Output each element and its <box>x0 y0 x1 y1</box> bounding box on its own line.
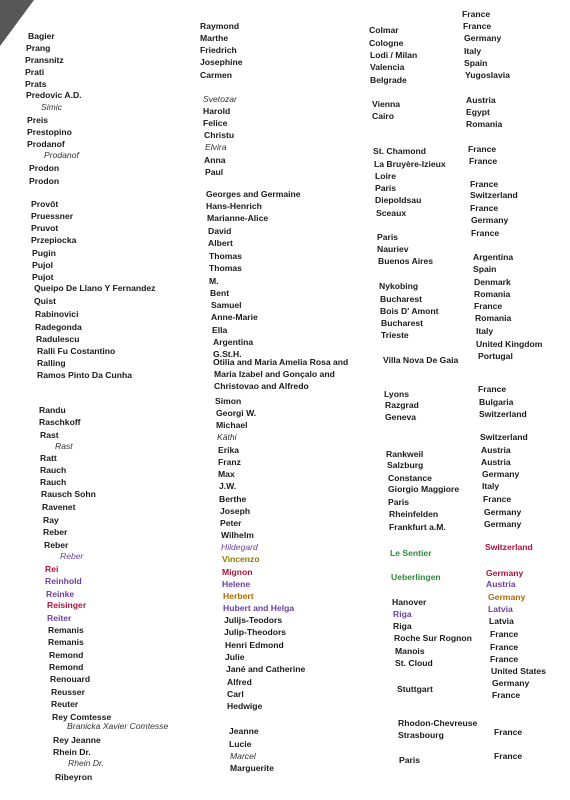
country-entry: Yugoslavia <box>465 70 510 80</box>
city-entry: Hanover <box>392 597 427 607</box>
city-entry: Colmar <box>369 25 399 35</box>
city-entry: Lyons <box>384 389 409 399</box>
given-name-entry: Albert <box>208 238 233 248</box>
country-entry: France <box>483 494 512 504</box>
city-entry: Giorgio Maggiore <box>388 484 460 494</box>
given-name-entry: Maria Izabel and Gonçalo and <box>214 369 335 379</box>
country-entry: Romania <box>475 313 512 323</box>
surname-entry: Reber <box>43 527 68 537</box>
city-entry: Constance <box>388 473 432 483</box>
country-entry: Romania <box>466 119 503 129</box>
city-entry: Belgrade <box>370 75 407 85</box>
city-entry: St. Cloud <box>395 658 433 668</box>
country-entry: France <box>490 642 519 652</box>
country-entry: United Kingdom <box>476 339 543 349</box>
surname-entry: Prati <box>25 67 45 77</box>
given-name-entry: Raymond <box>200 21 240 31</box>
surname-entry: Pujol <box>32 260 54 270</box>
surname-entry: Remond <box>49 662 84 672</box>
surname-entry: Rhein Dr. <box>68 758 104 768</box>
given-name-entry: Jeanne <box>229 726 259 736</box>
country-entry: Austria <box>481 457 511 467</box>
given-name-entry: Julijs-Teodors <box>224 615 283 625</box>
country-entry: France <box>490 629 519 639</box>
city-entry: Geneva <box>385 412 417 422</box>
city-entry: Loire <box>375 171 397 181</box>
given-name-entry: Lucie <box>229 739 252 749</box>
surname-entry: Pransnitz <box>25 55 64 65</box>
city-entry: Paris <box>375 183 397 193</box>
city-entry: Nykobing <box>379 281 419 291</box>
country-entry: France <box>490 654 519 664</box>
city-entry: Manois <box>395 646 425 656</box>
country-entry: France <box>478 384 507 394</box>
city-entry: Diepoldsau <box>375 195 422 205</box>
country-entry: Switzerland <box>480 432 528 442</box>
country-entry: France <box>469 156 498 166</box>
given-name-entry: Peter <box>220 518 242 528</box>
given-name-entry: Svetozar <box>203 94 237 104</box>
surname-entry: Rauch <box>40 465 67 475</box>
city-entry: Rheinfelden <box>389 509 439 519</box>
given-name-entry: Berthe <box>219 494 247 504</box>
given-name-entry: Harold <box>203 106 231 116</box>
given-name-entry: Christovao and Alfredo <box>214 381 309 391</box>
city-entry: Bucharest <box>380 294 423 304</box>
country-entry: France <box>470 203 499 213</box>
surname-entry: Radulescu <box>36 334 80 344</box>
city-entry: St. Chamond <box>373 146 426 156</box>
given-name-entry: G.St.H. <box>213 349 242 359</box>
country-entry: Austria <box>481 445 511 455</box>
given-name-entry: Michael <box>216 420 248 430</box>
given-name-entry: Hildegard <box>221 542 258 552</box>
country-entry: Denmark <box>474 277 511 287</box>
city-entry: Cairo <box>372 111 394 121</box>
country-entry: France <box>468 144 497 154</box>
city-entry: Le Sentier <box>390 548 432 558</box>
given-name-entry: Otilia and Maria Amelia Rosa and <box>213 357 349 367</box>
city-entry: Stuttgart <box>397 684 433 694</box>
city-entry: Rhodon-Chevreuse <box>398 718 478 728</box>
country-entry: Switzerland <box>485 542 533 552</box>
surname-entry: Przepiocka <box>31 235 77 245</box>
country-entry: Italy <box>464 46 482 56</box>
surname-entry: Renouard <box>50 674 91 684</box>
city-entry: Sceaux <box>376 208 407 218</box>
country-entry: Germany <box>464 33 502 43</box>
surname-entry: Radegonda <box>35 322 82 332</box>
surname-entry: Rey Comtesse <box>52 712 112 722</box>
surname-entry: Rei <box>45 564 59 574</box>
given-name-entry: Helene <box>222 579 251 589</box>
country-entry: Romania <box>474 289 511 299</box>
country-entry: France <box>462 9 491 19</box>
surname-entry: Remond <box>49 650 84 660</box>
city-entry: Cologne <box>369 38 404 48</box>
surname-entry: Rabinovici <box>35 309 79 319</box>
surname-entry: Reber <box>44 540 69 550</box>
city-entry: La Bruyère-Izieux <box>374 159 446 169</box>
country-entry: Bulgaria <box>479 397 514 407</box>
country-entry: France <box>463 21 492 31</box>
city-entry: Lodi / Milan <box>370 50 418 60</box>
country-entry: Italy <box>482 481 500 491</box>
given-name-entry: Anne-Marie <box>211 312 258 322</box>
country-entry: Germany <box>484 519 522 529</box>
city-entry: Bois D' Amont <box>380 306 439 316</box>
surname-entry: Reisinger <box>47 600 87 610</box>
country-entry: France <box>494 751 523 761</box>
city-entry: Razgrad <box>385 400 419 410</box>
city-entry: Paris <box>399 755 421 765</box>
given-name-entry: Felice <box>203 118 228 128</box>
surname-entry: Rhein Dr. <box>53 747 91 757</box>
surname-entry: Pruvot <box>31 223 59 233</box>
city-entry: Rankweil <box>386 449 424 459</box>
given-name-entry: Friedrich <box>200 45 237 55</box>
city-entry: Paris <box>377 232 399 242</box>
given-name-entry: Jané and Catherine <box>226 664 306 674</box>
given-name-entry: Max <box>218 469 235 479</box>
city-entry: Riga <box>393 621 412 631</box>
city-entry: Buenos Aires <box>378 256 434 266</box>
given-name-entry: Herbert <box>223 591 254 601</box>
given-name-entry: Hedwige <box>227 701 263 711</box>
country-entry: Switzerland <box>479 409 527 419</box>
given-name-entry: Thomas <box>209 251 242 261</box>
given-name-entry: Bent <box>210 288 230 298</box>
country-entry: Egypt <box>466 107 490 117</box>
surname-entry: Reber <box>60 551 84 561</box>
city-entry: Paris <box>388 497 410 507</box>
surname-entry: Reinke <box>46 589 75 599</box>
given-name-entry: Henri Edmond <box>225 640 284 650</box>
given-name-entry: Paul <box>205 167 224 177</box>
city-entry: Valencia <box>370 62 405 72</box>
given-name-entry: Erika <box>218 445 240 455</box>
given-name-entry: Franz <box>218 457 241 467</box>
given-name-entry: Mignon <box>222 567 253 577</box>
country-entry: Germany <box>486 568 524 578</box>
city-entry: Roche Sur Rognon <box>394 633 472 643</box>
country-entry: Switzerland <box>470 190 518 200</box>
given-name-entry: Argentina <box>213 337 254 347</box>
city-entry: Nauriev <box>377 244 409 254</box>
given-name-entry: Ella <box>212 325 228 335</box>
given-name-entry: Marthe <box>200 33 229 43</box>
surname-entry: Prodanof <box>27 139 65 149</box>
surname-entry: Ralli Fu Costantino <box>37 346 116 356</box>
country-entry: Argentina <box>473 252 514 262</box>
country-entry: Germany <box>482 469 520 479</box>
country-entry: Germany <box>488 592 526 602</box>
given-name-entry: Anna <box>204 155 226 165</box>
country-entry: Austria <box>486 579 516 589</box>
given-name-entry: David <box>208 226 232 236</box>
given-name-entry: Georges and Germaine <box>206 189 301 199</box>
given-name-entry: M. <box>209 276 219 286</box>
surname-entry: Rast <box>55 441 73 451</box>
given-name-entry: Georgi W. <box>216 408 257 418</box>
given-name-entry: Josephine <box>200 57 243 67</box>
surname-entry: Raschkoff <box>39 417 81 427</box>
given-name-entry: Carl <box>227 689 244 699</box>
given-name-entry: Carmen <box>200 70 232 80</box>
given-name-entry: Marcel <box>230 751 256 761</box>
given-name-entry: Vincenzo <box>222 554 260 564</box>
surname-entry: Reinhold <box>45 576 82 586</box>
country-entry: France <box>492 690 521 700</box>
city-entry: Strasbourg <box>398 730 444 740</box>
surname-entry: Ravenet <box>42 502 76 512</box>
surname-entry: Ray <box>43 515 59 525</box>
city-entry: Ueberlingen <box>391 572 441 582</box>
surname-entry: Predovic A.D. <box>26 90 82 100</box>
surname-entry: Remanis <box>48 637 84 647</box>
surname-entry: Reiter <box>47 613 72 623</box>
given-name-entry: Thomas <box>209 263 242 273</box>
given-name-entry: Julip-Theodors <box>224 627 287 637</box>
surname-entry: Prodon <box>29 176 60 186</box>
city-entry: Vienna <box>372 99 401 109</box>
surname-entry: Prodanof <box>44 150 79 160</box>
surname-entry: Simic <box>41 102 63 112</box>
city-entry: Riga <box>393 609 412 619</box>
country-entry: Latvia <box>488 604 513 614</box>
city-entry: Bucharest <box>381 318 424 328</box>
surname-entry: Pugin <box>32 248 56 258</box>
given-name-entry: Käthi <box>217 432 237 442</box>
given-name-entry: Simon <box>215 396 242 406</box>
surname-entry: Queipo De Llano Y Fernandez <box>34 283 156 293</box>
city-entry: Salzburg <box>387 460 424 470</box>
given-name-entry: J.W. <box>219 481 237 491</box>
surname-entry: Reusser <box>51 687 85 697</box>
surname-entry: Ramos Pinto Da Cunha <box>37 370 133 380</box>
surname-entry: Bagier <box>28 31 55 41</box>
given-name-entry: Hubert and Helga <box>223 603 295 613</box>
city-entry: Trieste <box>381 330 409 340</box>
surname-entry: Reuter <box>51 699 79 709</box>
given-name-entry: Christu <box>204 130 235 140</box>
surname-entry: Quist <box>34 296 56 306</box>
surname-entry: Randu <box>39 405 66 415</box>
surname-entry: Rauch <box>40 477 67 487</box>
country-entry: Germany <box>471 215 509 225</box>
surname-entry: Pruessner <box>31 211 74 221</box>
country-entry: Spain <box>464 58 488 68</box>
given-name-entry: Joseph <box>220 506 251 516</box>
surname-entry: Rast <box>40 430 59 440</box>
surname-entry: Rey Jeanne <box>53 735 101 745</box>
given-name-entry: Elvira <box>205 142 227 152</box>
country-entry: France <box>470 179 499 189</box>
given-name-entry: Samuel <box>211 300 242 310</box>
country-entry: Austria <box>466 95 496 105</box>
given-name-entry: Hans-Henrich <box>206 201 262 211</box>
surname-entry: Preis <box>27 115 49 125</box>
given-name-entry: Marguerite <box>230 763 274 773</box>
country-entry: United States <box>491 666 546 676</box>
country-entry: France <box>471 228 500 238</box>
surname-entry: Prang <box>26 43 51 53</box>
given-name-entry: Marianne-Alice <box>207 213 269 223</box>
given-name-entry: Julie <box>225 652 245 662</box>
country-entry: Italy <box>476 326 494 336</box>
country-entry: Germany <box>484 507 522 517</box>
surname-entry: Prats <box>25 79 47 89</box>
surname-entry: Prestopino <box>27 127 72 137</box>
country-entry: France <box>494 727 523 737</box>
country-entry: Germany <box>492 678 530 688</box>
surname-entry: Branicka Xavier Comtesse <box>67 721 169 731</box>
surname-entry: Remanis <box>48 625 84 635</box>
country-entry: Latvia <box>489 616 514 626</box>
surname-entry: Ratt <box>40 453 57 463</box>
city-entry: Villa Nova De Gaia <box>383 355 459 365</box>
surname-entry: Ralling <box>37 358 66 368</box>
surname-entry: Pujot <box>32 272 54 282</box>
given-name-entry: Alfred <box>227 677 252 687</box>
country-entry: France <box>474 301 503 311</box>
surname-entry: Rausch Sohn <box>41 489 96 499</box>
surname-entry: Provôt <box>31 199 59 209</box>
country-entry: Spain <box>473 264 497 274</box>
country-entry: Portugal <box>478 351 513 361</box>
surname-entry: Prodon <box>29 163 60 173</box>
given-name-entry: Wilhelm <box>221 530 254 540</box>
surname-entry: Ribeyron <box>55 772 93 782</box>
city-entry: Frankfurt a.M. <box>389 522 446 532</box>
